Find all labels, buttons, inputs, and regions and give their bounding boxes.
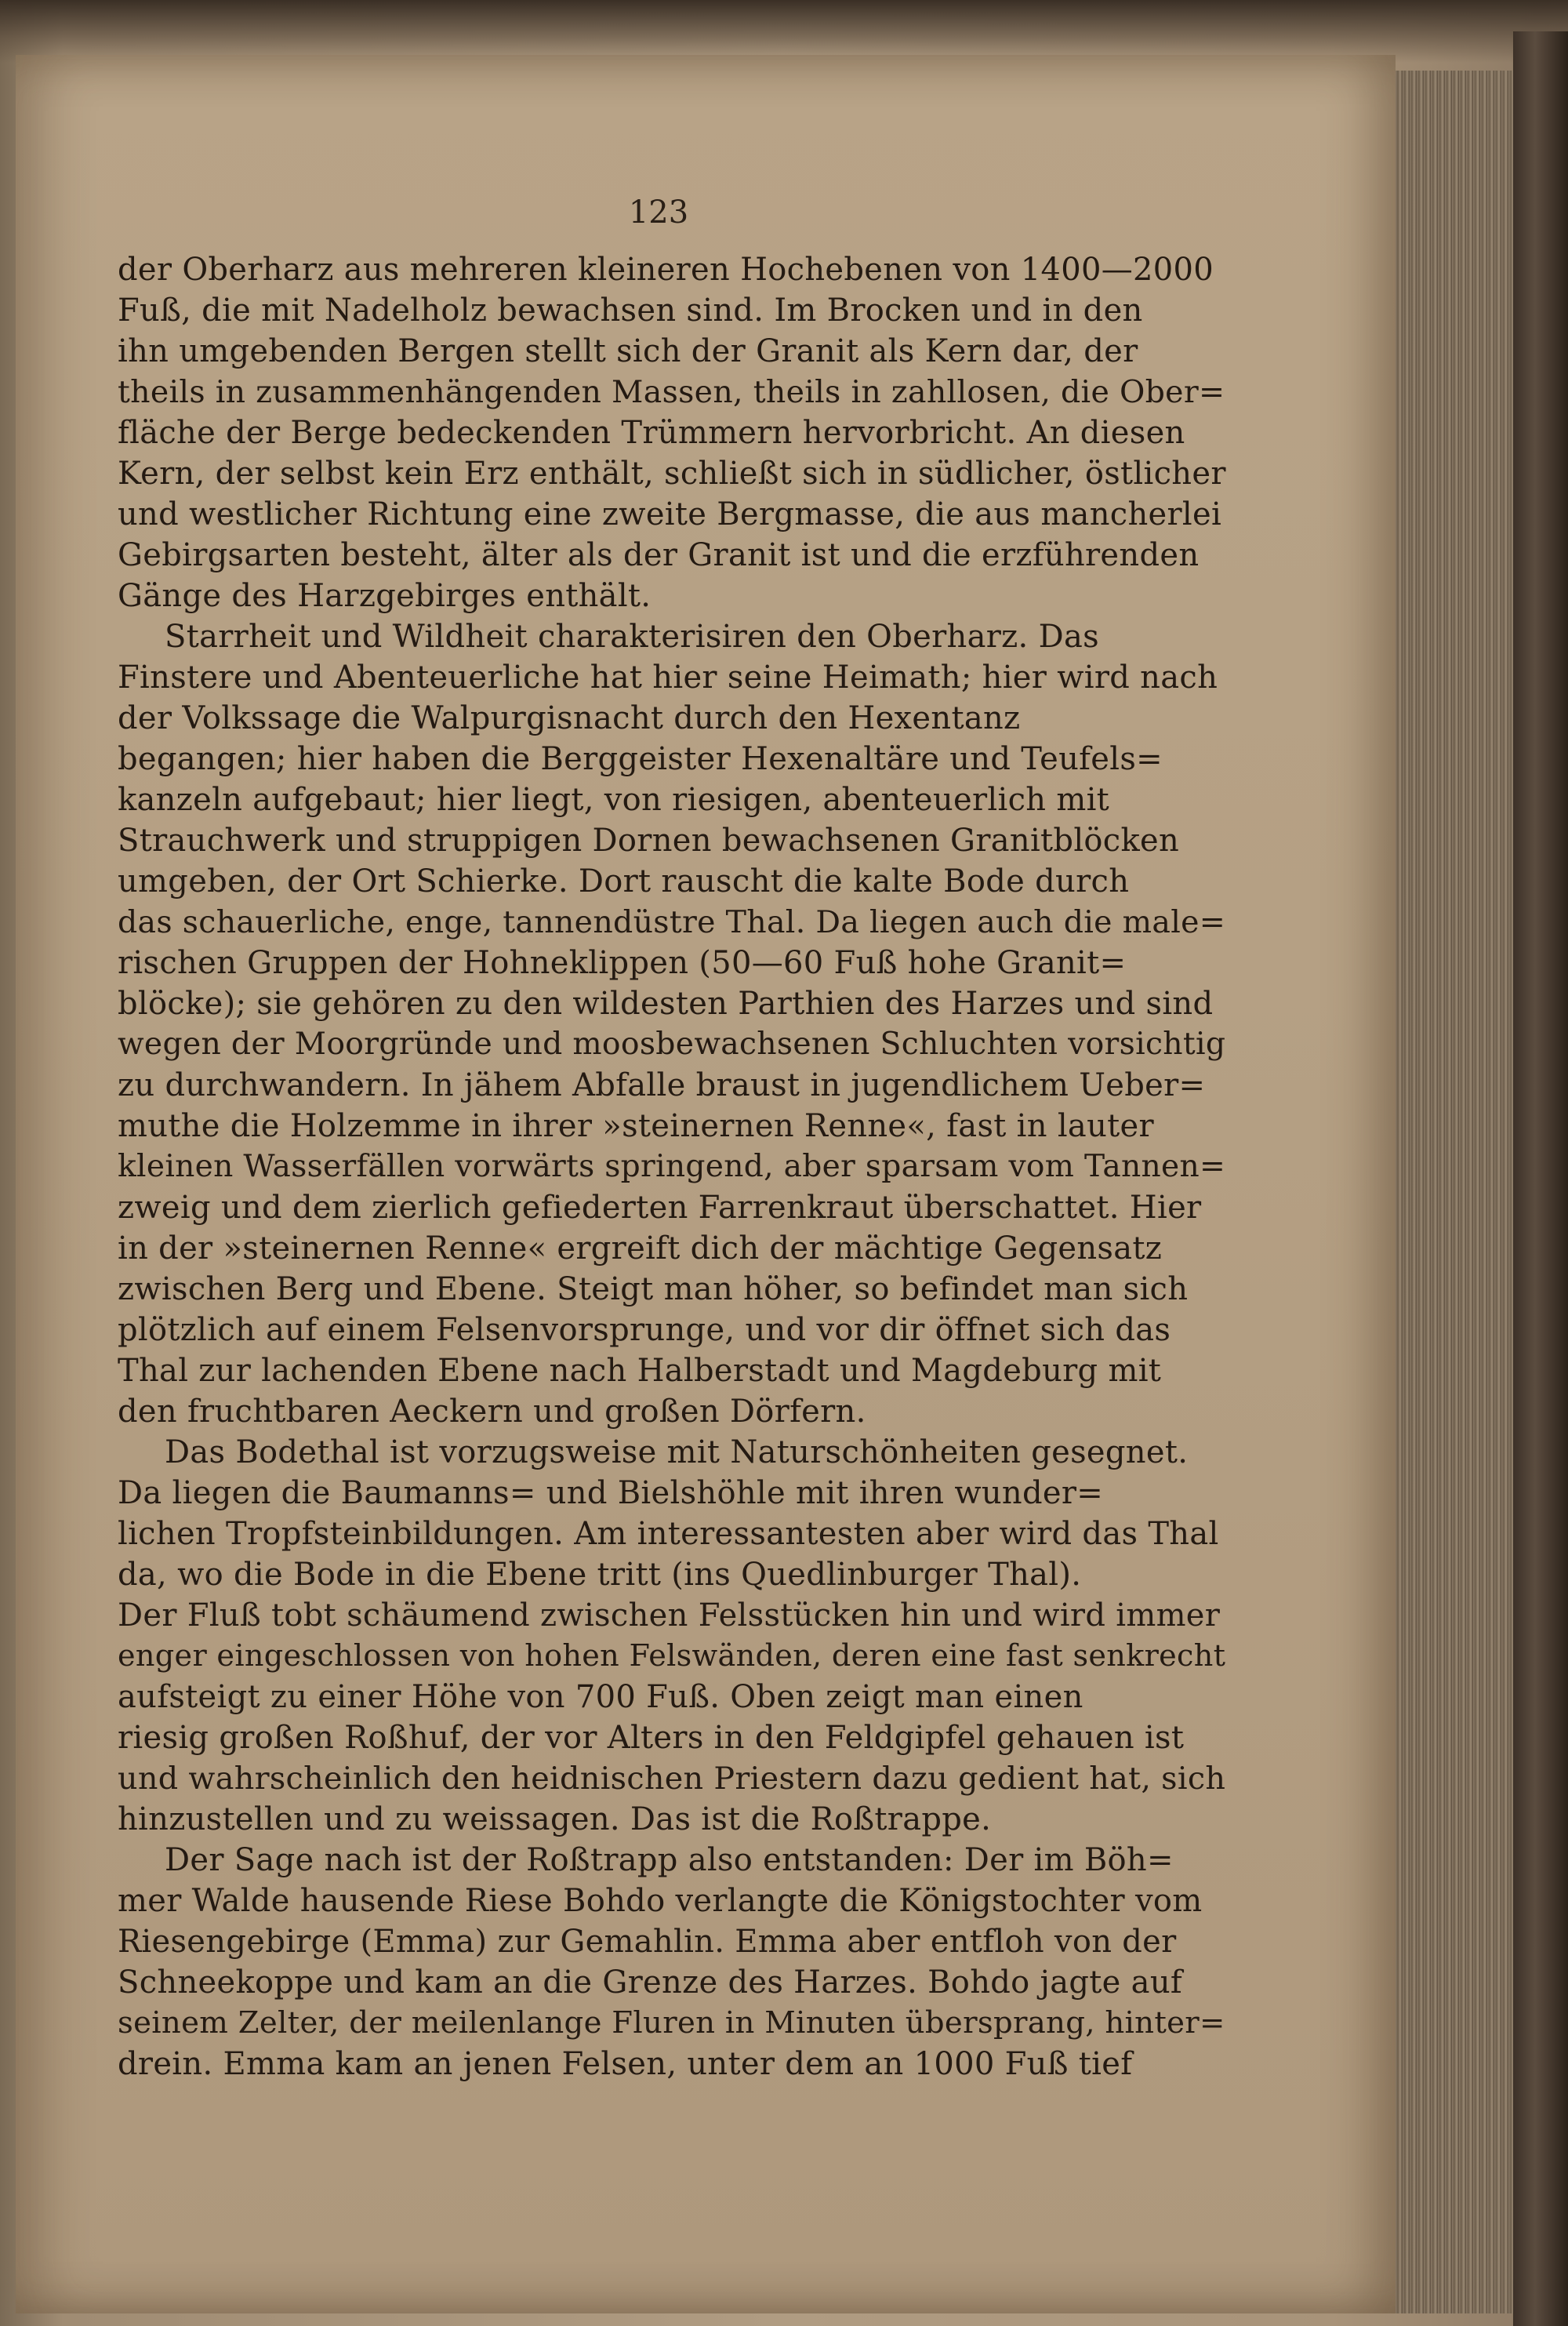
text-line: Schneekoppe und kam an die Grenze des Harzes. Bohdo jagte auf xyxy=(118,1964,1182,2001)
text-line: aufsteigt zu einer Höhe von 700 Fuß. Oben zeigt man einen xyxy=(118,1679,1083,1715)
text-line: plötzlich auf einem Felsenvorsprunge, und vor dir öffnet sich das xyxy=(118,1312,1171,1348)
top-shadow xyxy=(0,0,1568,63)
text-line: begangen; hier haben die Berggeister Hexenaltäre und Teufels= xyxy=(118,741,1163,777)
text-line: Der Fluß tobt schäumend zwischen Felsstücken hin und wird immer xyxy=(118,1597,1221,1634)
text-line: Finstere und Abenteuerliche hat hier seine Heimath; hier wird nach xyxy=(118,660,1218,696)
text-line: zweig und dem zierlich gefiederten Farrenkraut überschattet. Hier xyxy=(118,1190,1202,1226)
text-line: den fruchtbaren Aeckern und großen Dörfern. xyxy=(118,1394,866,1430)
text-line: seinem Zelter, der meilenlange Fluren in Minuten übersprang, hinter= xyxy=(118,2005,1225,2041)
text-line: und westlicher Richtung eine zweite Bergmasse, die aus mancherlei xyxy=(118,496,1222,532)
text-line: kleinen Wasserfällen vorwärts springend, aber sparsam vom Tannen= xyxy=(118,1149,1226,1184)
text-line: mer Walde hausende Riese Bohdo verlangte die Königstochter vom xyxy=(118,1883,1203,1919)
text-line: fläche der Berge bedeckenden Trümmern hervorbricht. An diesen xyxy=(118,415,1185,451)
text-line: rischen Gruppen der Hohneklippen (50—60 Fuß hohe Granit= xyxy=(118,945,1127,981)
text-line: das schauerliche, enge, tannendüstre Thal. Da liegen auch die male= xyxy=(118,904,1226,940)
text-line: Gebirgsarten besteht, älter als der Granit ist und die erzführenden xyxy=(118,537,1200,573)
page-number: 123 xyxy=(628,194,689,231)
text-line: wegen der Moorgründe und moosbewachsenen Schluchten vorsichtig xyxy=(118,1027,1226,1062)
text-line: der Oberharz aus mehreren kleineren Hochebenen von 1400—2000 xyxy=(118,252,1214,288)
text-line: da, wo die Bode in die Ebene tritt (ins Quedlinburger Thal). xyxy=(118,1557,1082,1593)
page-edges xyxy=(1396,71,1513,2313)
text-line: Der Sage nach ist der Roßtrapp also entstanden: Der im Böh= xyxy=(165,1842,1174,1878)
text-line: kanzeln aufgebaut; hier liegt, von riesigen, abenteuerlich mit xyxy=(118,782,1110,818)
text-line: der Volkssage die Walpurgisnacht durch den Hexentanz xyxy=(118,700,1021,736)
text-line: muthe die Holzemme in ihrer »steinernen Renne«, fast in lauter xyxy=(118,1108,1154,1144)
text-line: theils in zusammenhängenden Massen, theils in zahllosen, die Ober= xyxy=(118,374,1225,410)
text-line: hinzustellen und zu weissagen. Das ist die Roßtrappe. xyxy=(118,1801,992,1837)
text-line: Kern, der selbst kein Erz enthält, schließt sich in südlicher, östlicher xyxy=(118,456,1226,492)
text-line: umgeben, der Ort Schierke. Dort rauscht die kalte Bode durch xyxy=(118,863,1130,900)
text-line: Das Bodethal ist vorzugsweise mit Naturschönheiten gesegnet. xyxy=(165,1434,1189,1470)
text-line: Starrheit und Wildheit charakterisiren den Oberharz. Das xyxy=(165,619,1099,655)
text-line: Thal zur lachenden Ebene nach Halberstadt und Magdeburg mit xyxy=(118,1353,1162,1389)
text-line: zu durchwandern. In jähem Abfalle braust in jugendlichem Ueber= xyxy=(118,1067,1206,1103)
text-line: Da liegen die Baumanns= und Bielshöhle mit ihren wunder= xyxy=(118,1475,1104,1511)
text-line: enger eingeschlossen von hohen Felswänden, deren eine fast senkrecht xyxy=(118,1639,1226,1674)
text-line: drein. Emma kam an jenen Felsen, unter dem an 1000 Fuß tief xyxy=(118,2046,1133,2082)
text-line: in der »steinernen Renne« ergreift dich der mächtige Gegensatz xyxy=(118,1230,1163,1267)
text-line: Strauchwerk und struppigen Dornen bewachsenen Granitblöcken xyxy=(118,823,1180,859)
text-line: riesig großen Roßhuf, der vor Alters in den Feldgipfel gehauen ist xyxy=(118,1720,1185,1756)
text-line: zwischen Berg und Ebene. Steigt man höher, so befindet man sich xyxy=(118,1271,1189,1307)
book-cover xyxy=(1513,31,1568,2326)
text-line: Gänge des Harzgebirges enthält. xyxy=(118,578,652,614)
text-line: Riesengebirge (Emma) zur Gemahlin. Emma aber entfloh von der xyxy=(118,1924,1177,1960)
text-line: und wahrscheinlich den heidnischen Priestern dazu gedient hat, sich xyxy=(118,1761,1226,1797)
text-line: ihn umgebenden Bergen stellt sich der Granit als Kern dar, der xyxy=(118,333,1138,369)
text-line: lichen Tropfsteinbildungen. Am interessantesten aber wird das Thal xyxy=(118,1516,1219,1552)
text-line: Fuß, die mit Nadelholz bewachsen sind. Im Brocken und in den xyxy=(118,293,1143,329)
body-text xyxy=(118,249,1231,2084)
text-line: blöcke); sie gehören zu den wildesten Parthien des Harzes und sind xyxy=(118,986,1214,1022)
